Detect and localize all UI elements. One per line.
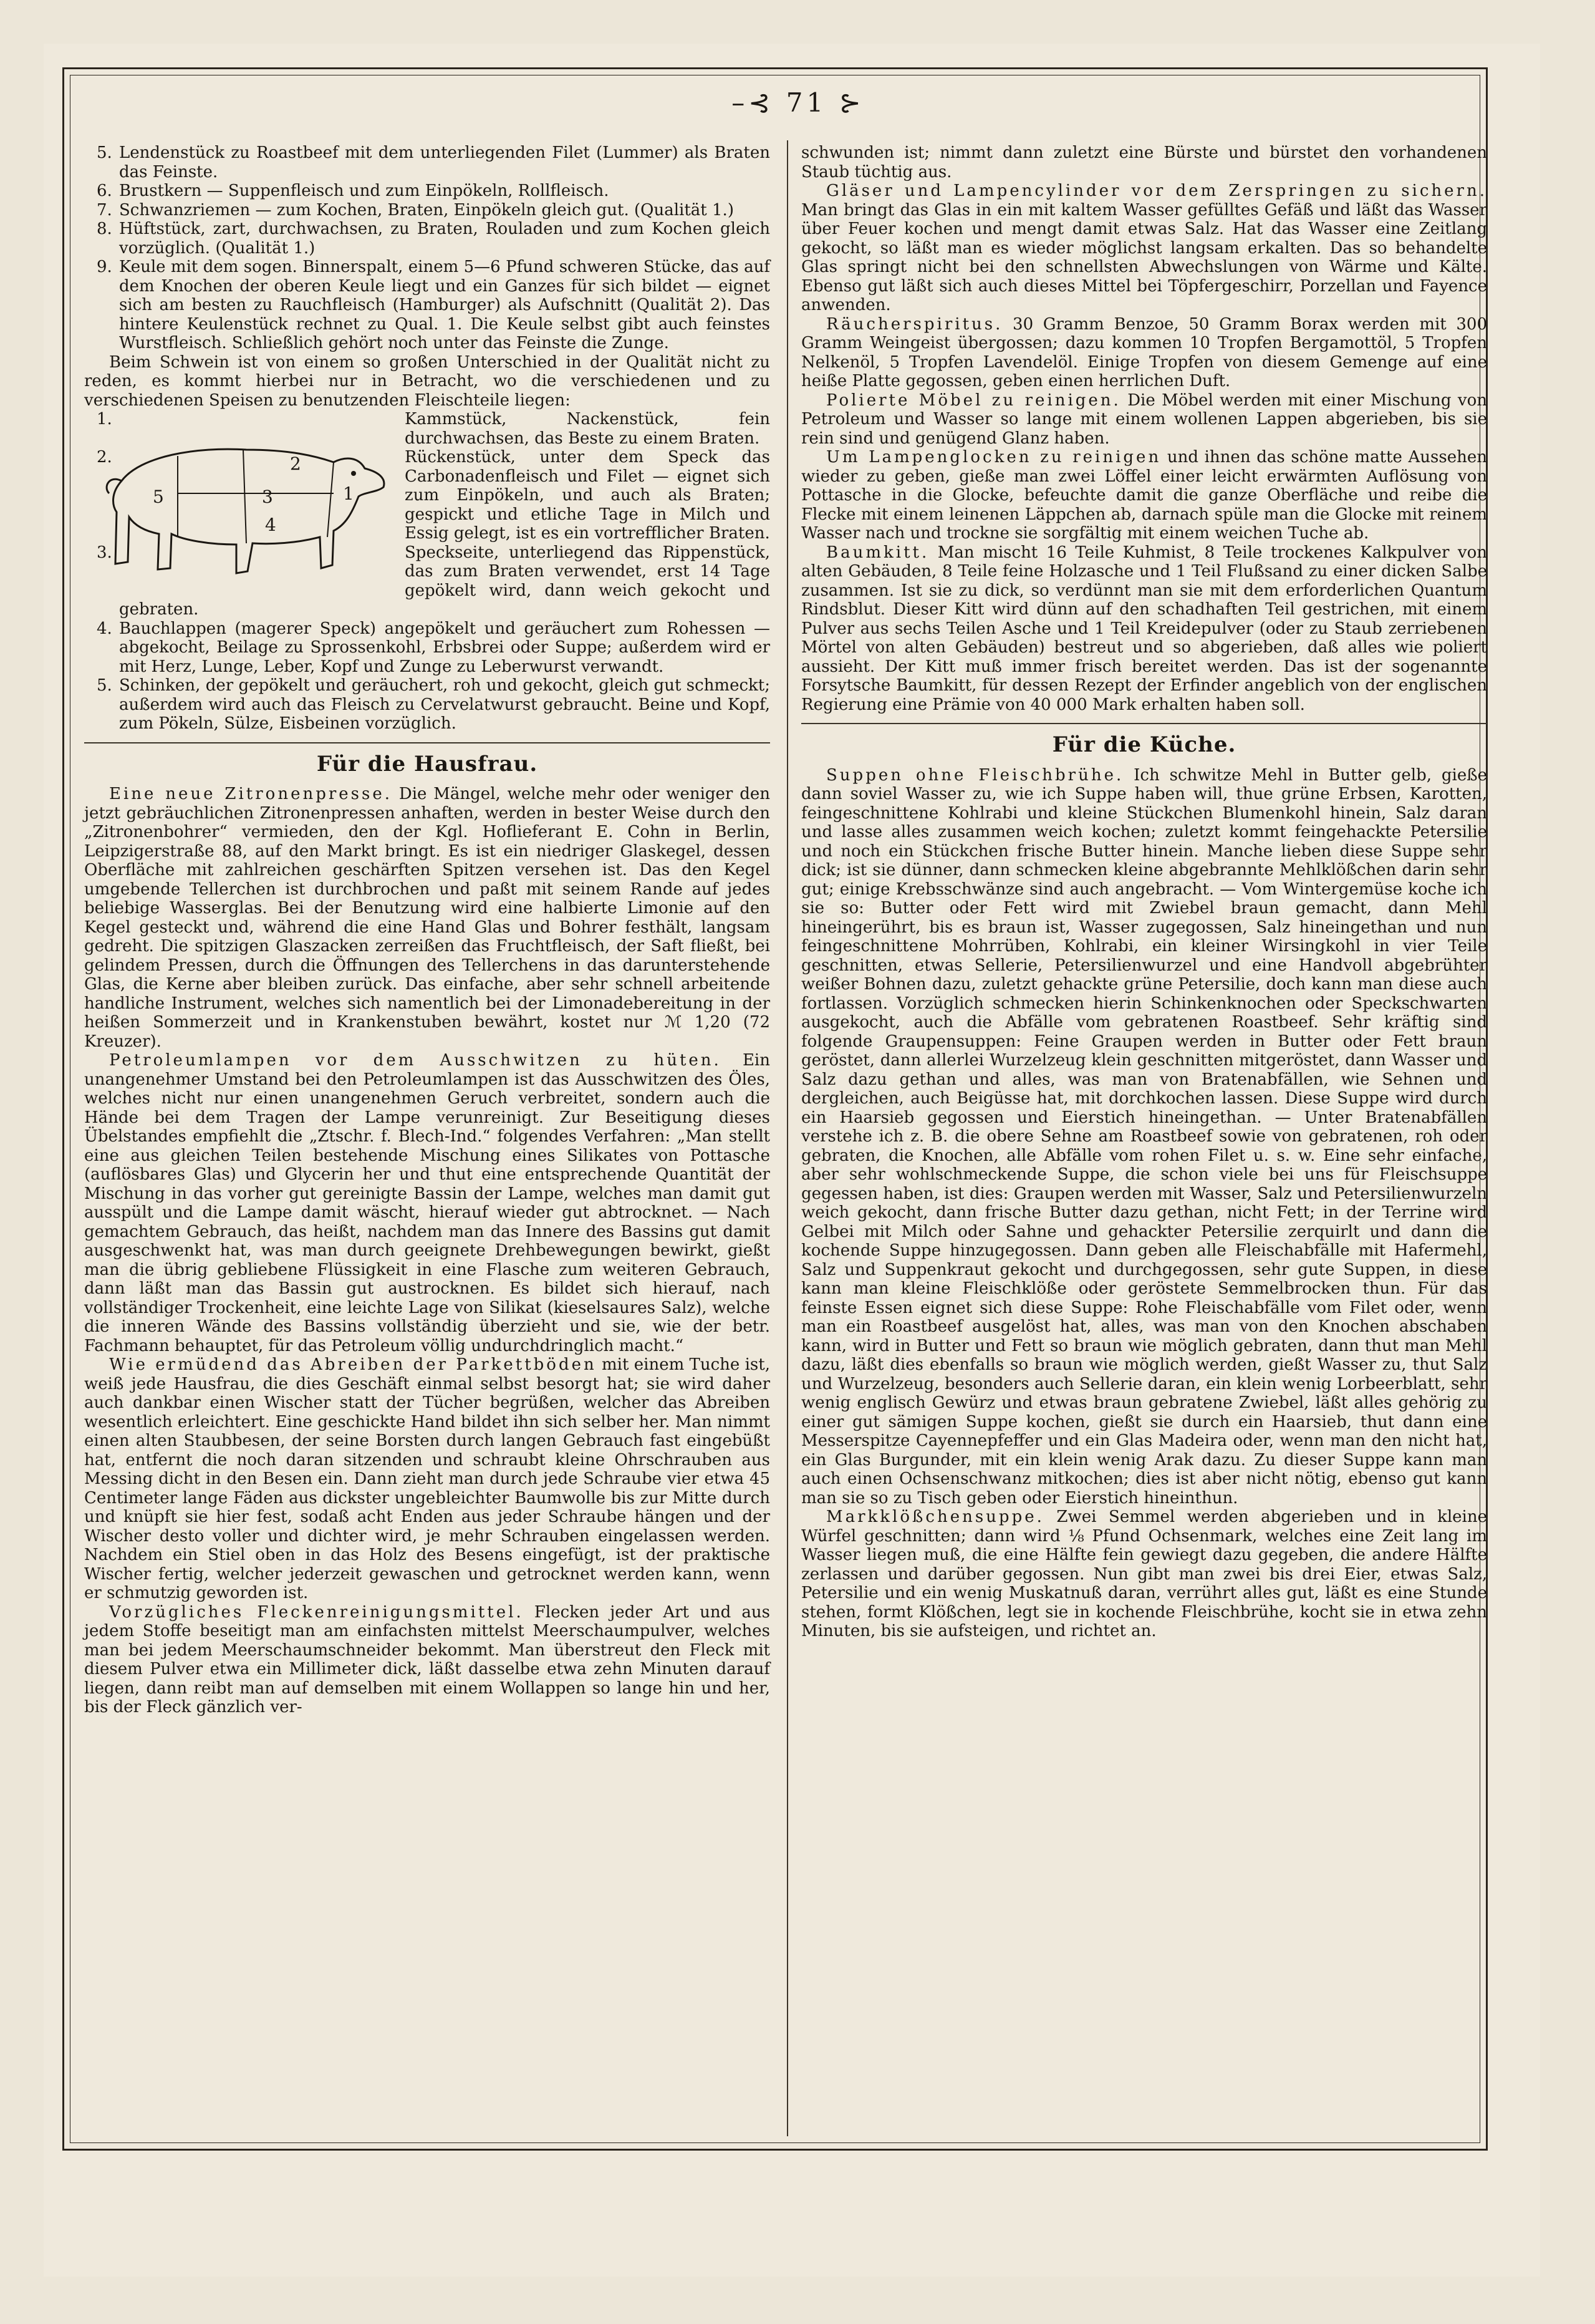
list-text: Brustkern — Suppenfleisch und zum Einpökeln, Rollfleisch. xyxy=(119,182,609,200)
list-number: 6. xyxy=(97,182,112,200)
pork-cuts-list xyxy=(84,410,770,734)
paragraph-body: Flecken jeder Art und aus jedem Stoffe beseitigt man am einfachsten mittelst Meerschaumpulver, welches man bei jedem Meerschaumschneider bekommt. Man überstreut den Fleck mit diesem Pulver etwa ein Millimeter dick, läßt dasselbe etwa zehn Minuten darauf liegen, dann reibt man auf demselben mit einem Wollappen so lange hin und her, bis der Fleck gänzlich ver- xyxy=(84,1602,771,1716)
pork-cut-item xyxy=(84,448,770,543)
paragraph-lead: Petroleumlampen vor dem Ausschwitzen zu hüten. xyxy=(109,1051,721,1070)
continuation-text: schwunden ist; nimmt dann zuletzt eine Bürste und bürstet den vorhandenen Staub tüchtig aus. xyxy=(801,143,1487,182)
beef-cut-item xyxy=(84,258,770,353)
paragraph xyxy=(801,182,1487,315)
paragraph xyxy=(84,1603,770,1717)
page-number: –⊰ 71 ⊱ xyxy=(731,87,865,118)
kitchen-paragraphs xyxy=(801,766,1487,1641)
beef-cuts-list xyxy=(84,143,770,353)
list-number: 2. xyxy=(97,448,112,467)
pork-cut-item xyxy=(84,410,770,448)
right-column xyxy=(801,143,1487,1641)
list-text: Keule mit dem sogen. Binnerspalt, einem 5—6 Pfund schweren Stücke, das auf dem Knochen der oberen Keule liegt und ein Ganzes für sich bildet — eignet sich am besten zu Rauchfleisch (Hamburger) als Aufschnitt (Qualität 2). Das hintere Keulenstück rechnet zu Qual. 1. Die Keule selbst gibt auch feinstes Wurstfleisch. Schließlich gehört noch unter das Feinste die Zunge. xyxy=(119,258,770,352)
list-number: 3. xyxy=(97,543,112,562)
column-divider xyxy=(787,140,788,2136)
paragraph-body: Man mischt 16 Teile Kuhmist, 8 Teile trockenes Kalkpulver von alten Gebäuden, 8 Teile feine Holzasche und 1 Teil Flußsand zu einer dicken Salbe zusammen. Ist sie zu dick, so verdünnt man sie mit dem erforderlichen Quantum Rindsblut. Dieser Kitt wird dünn auf den schadhaften Teil gestrichen, mit einem Pulver aus sechs Teilen Asche und 1 Teil Kreidepulver (oder zu Staub zerriebenen Mörtel von alten Gebäuden) bestreut und so abgerieben, daß alles wie poliert aussieht. Der Kitt muß immer frisch bereitet werden. Das ist der sogenannte Forsytsche Baumkitt, für dessen Rezept der Erfinder angeblich von der englischen Regierung eine Prämie von 40 000 Mark erhalten haben soll. xyxy=(801,543,1487,714)
paragraph-body: mit einem Tuche ist, weiß jede Hausfrau, die dies Geschäft einmal selbst besorgt hat; sie wird daher auch dankbar einen Wischer statt der Tücher begrüßen, welcher das Abreiben wesentlich erleichtert. Eine geschickte Hand bildet ihn sich selber her. Man nimmt einen alten Staubbesen, der seine Borsten durch langen Gebrauch fast eingebüßt hat, entfernt die noch daran sitzenden und schraubt kleine Ohrschrauben aus Messing dicht in den Besen ein. Dann zieht man durch jede Schraube vier etwa 45 Centimeter lange Fäden aus dickster ungebleichter Baumwolle bis zur Mitte durch und knüpft sie hier fest, sodaß acht Enden aus jeder Schraube hängen und der Wischer desto voller und dichter wird, je mehr Schrauben eingelassen werden. Nachdem ein Stiel oben in das Holz des Besens eingefügt, ist der praktische Wischer fertig, welcher jederzeit gewaschen und getrocknet werden kann, wenn er schmutzig geworden ist. xyxy=(84,1355,770,1602)
pig-label-5: 5 xyxy=(153,487,164,507)
pig-label-4: 4 xyxy=(265,515,276,535)
list-number: 9. xyxy=(97,258,112,276)
paragraph-body: und ihnen das schöne matte Aussehen wieder zu geben, gieße man zwei Löffel einer leicht erwärmten Auflösung von Pottasche in die Glocke, befeuchte damit die ganze Oberfläche und reibe die Flecke mit einem leinenen Läppchen ab, darnach spüle man die Glocke mit reinem Wasser nach und trockne sie sorgfältig mit einem weichen Tuche ab. xyxy=(801,448,1487,543)
list-number: 1. xyxy=(97,410,112,428)
paragraph-body: 30 Gramm Benzoe, 50 Gramm Borax werden mit 300 Gramm Weingeist übergossen; dazu kommen 10 Tropfen Bergamottöl, 5 Tropfen Nelkenöl, 5 Tropfen Lavendelöl. Einige Tropfen von diesem Gemenge auf eine heiße Platte gegossen, geben einen herrlichen Duft. xyxy=(801,314,1487,390)
pig-label-1: 1 xyxy=(343,483,354,504)
list-text: Bauchlappen (magerer Speck) angepökelt und geräuchert zum Rohessen — abgekocht, Beilage zu Sprossenkohl, Erbsbrei oder Suppe; außerdem wird er mit Herz, Lunge, Leber, Kopf und Zunge zu Leberwurst verwandt. xyxy=(119,619,770,676)
list-number: 8. xyxy=(97,220,112,238)
list-number: 4. xyxy=(97,619,112,638)
pork-cut-item xyxy=(84,543,770,619)
paragraph-lead: Baumkitt. xyxy=(826,543,930,562)
section-rule xyxy=(84,742,770,743)
beef-cut-item xyxy=(84,182,770,201)
list-text: Speckseite, unterliegend das Rippenstück, das zum Braten verwendet, erst 14 Tage gepökelt wird, dann weich gekocht und gebraten. xyxy=(119,543,770,619)
list-text: Schwanzriemen — zum Kochen, Braten, Einpökeln gleich gut. (Qualität 1.) xyxy=(119,200,734,220)
list-number: 5. xyxy=(97,676,112,695)
paragraph-lead: Polierte Möbel zu reinigen. xyxy=(826,390,1121,410)
pig-label-2: 2 xyxy=(290,453,301,474)
paragraph xyxy=(801,448,1487,543)
section-title-kueche: Für die Küche. xyxy=(1052,732,1236,757)
paragraph xyxy=(801,1508,1487,1641)
paragraph xyxy=(84,1355,770,1603)
hausfrau-paragraphs xyxy=(84,785,770,1717)
paragraph xyxy=(801,543,1487,715)
paragraph xyxy=(801,391,1487,448)
list-text: Hüftstück, zart, durchwachsen, zu Braten, Rouladen und zum Kochen gleich vorzüglich. (Qualität 1.) xyxy=(119,220,770,258)
pork-cut-item xyxy=(84,619,770,677)
list-number: 5. xyxy=(97,143,112,162)
beef-cut-item xyxy=(84,143,770,182)
section-rule-kueche xyxy=(801,723,1487,724)
list-text: Kammstück, Nackenstück, fein durchwachsen, das Beste zu einem Braten. xyxy=(405,410,770,448)
paragraph-body: Zwei Semmel werden abgerieben und in kleine Würfel geschnitten; dann wird ⅛ Pfund Ochsenmark, welches eine Zeit lang im Wasser liegen muß, die eine Hälfte fein gewiegt dazu gegeben, die andere Hälfte zerlassen und darüber gegossen. Nun gibt man zwei bis drei Eier, etwas Salz, Petersilie und ein wenig Muskatnuß daran, verrührt alles gut, läßt es eine Stunde stehen, formt Klößchen, legt sie in kochende Fleischbrühe, kocht sie in etwa zehn Minuten, bis sie aufsteigen, und richtet an. xyxy=(801,1508,1487,1640)
paragraph-lead: Wie ermüdend das Abreiben der Parkettböden xyxy=(109,1355,597,1374)
household-tips xyxy=(801,182,1487,714)
paragraph-lead: Gläser und Lampencylinder vor dem Zerspringen zu sichern. xyxy=(826,182,1487,200)
paragraph-body: Die Möbel werden mit einer Mischung von Petroleum und Wasser so lange mit einem wollenen Lappen abgerieben, bis sie rein sind und genügend Glanz haben. xyxy=(801,390,1488,448)
paragraph-body: Die Mängel, welche mehr oder weniger den jetzt gebräuchlichen Zitronenpressen anhaften, werden in bester Weise durch den „Zitronenbohrer“ vermieden, den der Kgl. Hoflieferant E. Cohn in Berlin, Leipzigerstraße 88, auf den Markt bringt. Es ist ein niedriger Glaskegel, dessen Oberfläche mit zahlreichen geschärften Spitzen versehen ist. Das den Kegel umgebende Tellerchen ist durchbrochen und paßt mit seinem Rande auf jedes beliebige Wasserglas. Bei der Benutzung wird eine halbierte Limonie auf den Kegel gesteckt und, während die eine Hand Glas und Bohrer festhält, langsam gedreht. Die spitzigen Glaszacken zerreißen das Fruchtfleisch, der Saft fließt, bei gelindem Pressen, durch die Öffnungen des Tellerchens in das darunterstehende Glas, die Kerne aber bleiben zurück. Das einfache, aber sehr schnell arbeitende handliche Instrument, welches sich namentlich bei der Limonadebereitung in der heißen Sommerzeit und in Krankenstuben bewährt, kostet nur ℳ 1,20 (72 Kreuzer). xyxy=(84,785,771,1051)
paragraph-lead: Suppen ohne Fleischbrühe. xyxy=(826,765,1124,785)
list-text: Rückenstück, unter dem Speck das Carbonadenfleisch und Filet — eignet sich zum Einpökeln, und auch als Braten; gespickt und etliche Tage in Milch und Essig gelegt, ist es ein vortrefflicher Braten. xyxy=(405,448,770,543)
beef-cut-item xyxy=(84,201,770,220)
paragraph xyxy=(801,315,1487,391)
list-number: 7. xyxy=(97,200,112,220)
list-text: Schinken, der gepökelt und geräuchert, roh und gekocht, gleich gut schmeckt; außerdem wird auch das Fleisch zu Cervelatwurst gebraucht. Beine und Kopf, zum Pökeln, Sülze, Eisbeinen vorzüglich. xyxy=(119,676,770,733)
paragraph-body: Ich schwitze Mehl in Butter gelb, gieße dann soviel Wasser zu, wie ich Suppe haben will, thue grüne Erbsen, Karotten, feingeschnittene Kohlrabi und kleine Stückchen Blumenkohl hinein, Salz daran und lasse alles zusammen weich kochen; zuletzt kommt feingehackte Petersilie und noch ein Stückchen frische Butter hinein. Manche lieben diese Suppe sehr dick; ist sie dünner, dann schmecken kleine abgebrannte Mehlklößchen darin sehr gut; einige Krebsschwänze sind auch angebracht. — Vom Wintergemüse koche ich sie so: Butter oder Fett wird mit Zwiebel braun gemacht, dann Mehl hineingerührt, bis es braun ist, Wasser zugegossen, Salz hineingethan und nun feingeschnittene Mohrrüben, Kohlrabi, ein kleiner Wirsingkohl in vier Teile geschnitten, etwas Sellerie, Petersilienwurzel und eine Handvoll abgebrühter weißer Bohnen dazu, zuletzt gehackte grüne Petersilie, doch kann man diese auch fortlassen. Vorzüglich schmecken hierin Schinkenknochen oder Speckschwarten ausgekocht, auch die Abfälle vom gebratenen Roastbeef. Sehr kräftig sind folgende Graupensuppen: Feine Graupen werden in Butter oder Fett braun geröstet, dann allerlei Wurzelzeug klein geschnitten mitgeröstet, dann Wasser und Salz dazu gethan und alles, was man von Bratenabfällen, wie Sehnen und dergleichen, auch Beigüsse hat, mit dorchkochen lassen. Diese Suppe wird durch ein Haarsieb gegossen und Eierstich hineingethan. — Unter Bratenabfällen verstehe ich z. B. die obere Sehne am Roastbeef sowie von gebratenen, roh oder gebraten, die Knochen, alle Abfälle vom rohen Filet u. s. w. Eine sehr einfache, aber sehr wohlschmeckende Suppe, die schon viele bei uns für Fleischsuppe gegessen haben, ist dies: Graupen werden mit Wasser, Salz und Petersilienwurzeln weich gekocht, dann frische Butter dazu gethan, nicht Fett; in der Terrine wird Gelbei mit Milch oder Sahne und gehackter Petersilie zerquirlt und dann die kochende Suppe hinzugegossen. Dann geben alle Fleischabfälle mit Hafermehl, Salz und Suppenkraut gekocht und durchgegossen, sehr gute Suppen, in diese kann man kleine Fleischklöße oder geröstete Semmelbrocken thun. Für das feinste Essen eignet sich diese Suppe: Rohe Fleischabfälle vom Filet oder, wenn man ein Roastbeef ausgelöst hat, alles, was man von den Knochen abschaben kann, wird in Butter und Fett so braun wie möglich gebraten, dann thut man Mehl dazu, läßt dies ebenfalls so braun wie möglich werden, gießt Wasser zu, thut Salz und Wurzelzeug, besonders auch Sellerie daran, ein klein wenig Lorbeerblatt, sehr wenig englisch Gewürz und etwas braun gebratene Zwiebel, läßt alles gehörig zu einer gut sämigen Suppe kochen, gießt sie durch ein Haarsieb, thut dann eine Messerspitze Cayennepfeffer und ein Glas Madeira oder, wenn man den nicht hat, ein Glas Burgunder, mit ein klein wenig Arak dazu. Zu dieser Suppe kann man auch einen Ochsenschwanz mitkochen; dies ist aber nicht nötig, ebenso gut kann man sie so zu Tisch geben oder Eierstich hineinthun. xyxy=(801,765,1487,1508)
paragraph xyxy=(801,766,1487,1508)
paragraph-lead: Räucherspiritus. xyxy=(826,314,1003,334)
paragraph-lead: Eine neue Zitronenpresse. xyxy=(109,785,393,803)
paragraph-body: Man bringt das Glas in ein mit kaltem Wasser gefülltes Gefäß und läßt das Wasser über Feuer kochen und mengt damit etwas Salz. Hat das Wasser eine Zeitlang gekocht, so läßt man es wieder möglichst langsam erkalten. Das so behandelte Glas springt nicht bei den schnellsten Abwechslungen von Wärme und Kälte. Ebenso gut läßt sich auch dieses Mittel bei Töpfergeschirr, Porzellan und Fayence anwenden. xyxy=(801,200,1487,314)
section-title-hausfrau: Für die Hausfrau. xyxy=(316,751,538,777)
paragraph-body: Ein unangenehmer Umstand bei den Petroleumlampen ist das Ausschwitzen des Öles, welches nicht nur einen unangenehmen Geruch verbreitet, sondern auch die Hände bei dem Tragen der Lampe verunreinigt. Zur Beseitigung dieses Übelstandes empfiehlt die „Ztschr. f. Blech-Ind.“ folgendes Verfahren: „Man stellt eine aus gleichen Teilen bestehende Mischung eines Silikates von Pottasche (auflösbares Glas) und Glycerin her und thut eine entsprechende Quantität der Mischung in das vorher gut gereinigte Bassin der Lampe, welches man damit gut ausspült und die Lampe damit wäscht, hierauf wieder gut abtrocknet. — Nach gemachtem Gebrauch, das heißt, nachdem man das Innere des Bassins gut damit ausgeschwenkt hat, was man durch geeignete Drehbewegungen bewirkt, gießt man die übrig gebliebene Flüssigkeit in eine Flasche zum weiteren Gebrauch, dann läßt man das Bassin gut austrocknen. Es bildet sich hierauf, nach vollständiger Trockenheit, eine leichte Lage von Silikat (kieselsaures Salz), welche die inneren Wände des Bassins vollständig überzieht und sie, wie der betr. Fachmann behauptet, für das Petroleum völlig undurchdringlich macht.“ xyxy=(84,1051,770,1355)
beef-cut-item xyxy=(84,220,770,258)
paragraph-lead: Vorzügliches Fleckenreinigungsmittel. xyxy=(109,1602,524,1622)
paragraph xyxy=(84,785,770,1051)
left-column xyxy=(84,143,770,1717)
paragraph xyxy=(84,1051,770,1355)
pig-label-3: 3 xyxy=(262,487,273,507)
pork-intro: Beim Schwein ist von einem so großen Unterschied in der Qualität nicht zu reden, es kommt hierbei nur in Betracht, wo die verschiedenen und zu verschiedenen Speisen zu benutzenden Fleischteile liegen: xyxy=(84,352,770,410)
paragraph-lead: Um Lampenglocken zu reinigen xyxy=(826,448,1162,467)
list-text: Lendenstück zu Roastbeef mit dem unterliegenden Filet (Lummer) als Braten das Feinste. xyxy=(119,143,770,182)
paragraph-lead: Markklößchensuppe. xyxy=(826,1508,1044,1526)
pork-cut-item xyxy=(84,676,770,734)
